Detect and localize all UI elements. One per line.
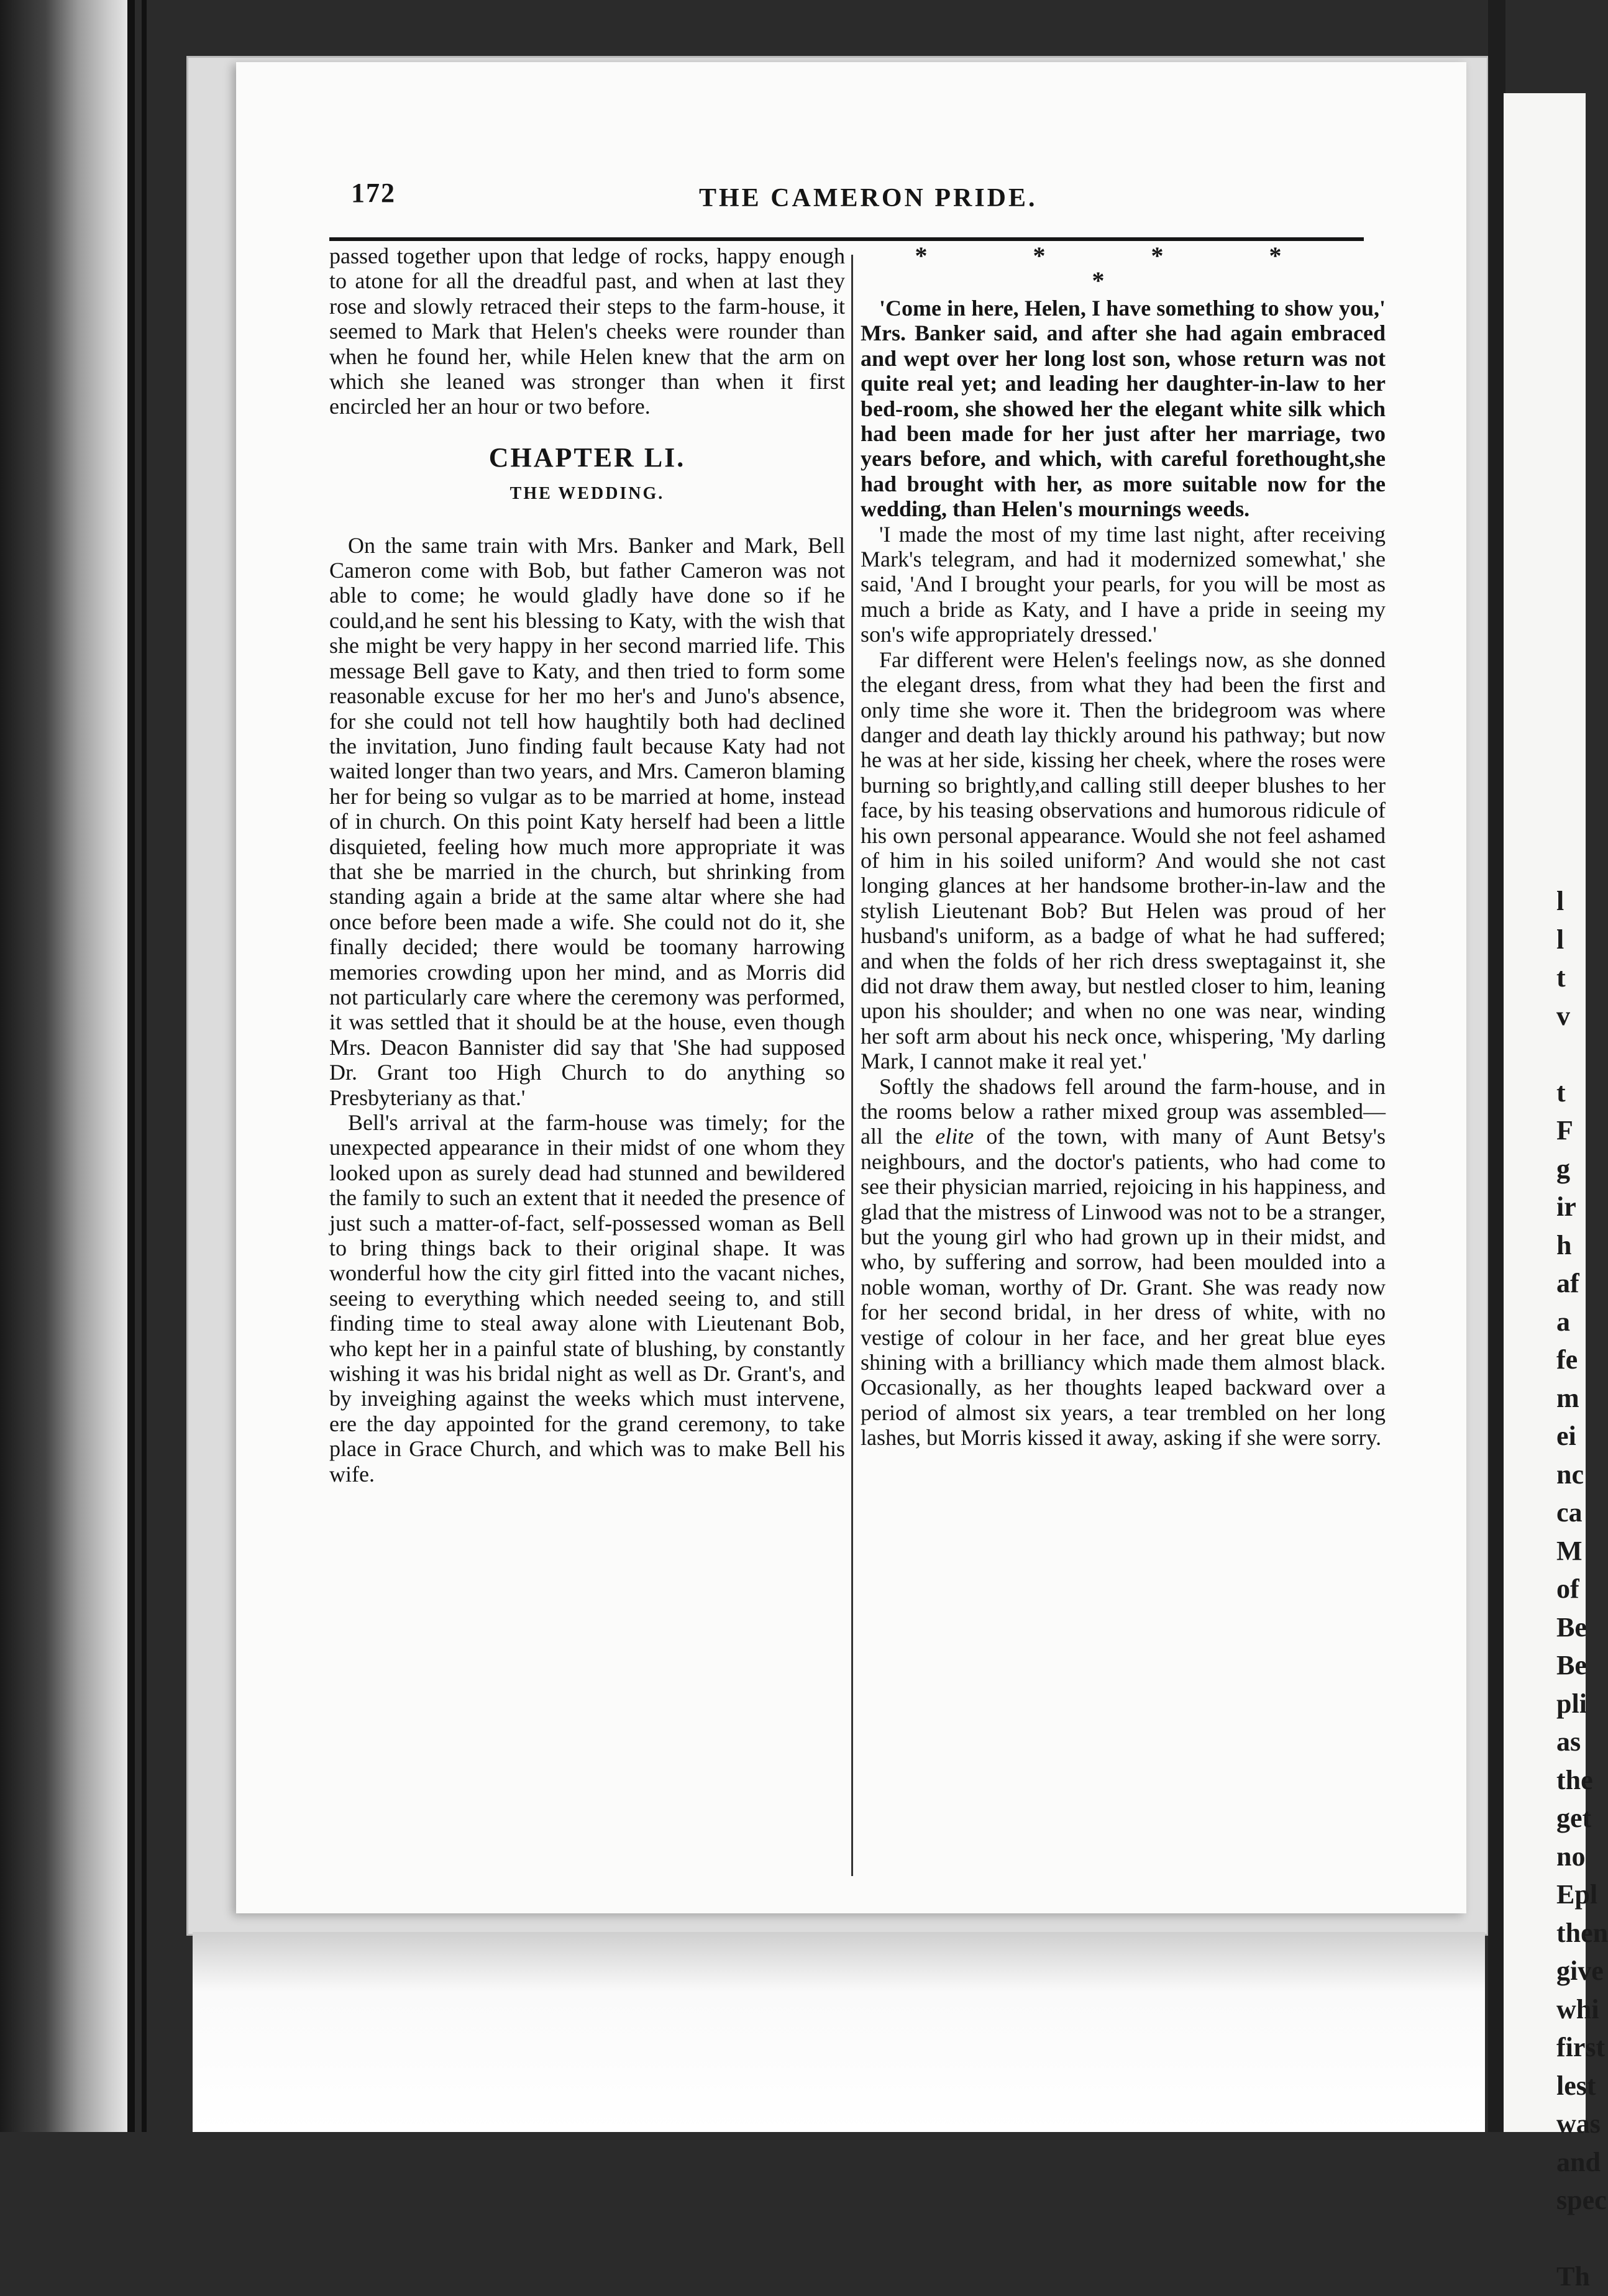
edge-fragment: t	[1556, 1077, 1566, 1108]
edge-fragment: lest	[1556, 2070, 1596, 2101]
edge-fragment: ca	[1556, 1497, 1583, 1528]
edge-fragment: the	[1556, 1764, 1593, 1795]
edge-fragment: M	[1556, 1535, 1583, 1566]
spine-line	[127, 0, 135, 2132]
edge-fragment: t	[1556, 962, 1566, 993]
page-number: 172	[351, 178, 396, 208]
italic-word: elite	[935, 1124, 974, 1149]
left-column	[329, 244, 845, 1487]
edge-fragment: F	[1556, 1115, 1573, 1146]
paragraph: 'I made the most of my time last night, after receiving Mark's telegram, and had it modernized somewhat,' she said, 'And I brought your pearls, for you will be most as much a bride as Katy, and I have a pride in seeing my son's wife appropriately dressed.'	[861, 521, 1386, 647]
edge-fragment: get	[1556, 1803, 1592, 1833]
edge-fragment: Be	[1556, 1611, 1587, 1642]
edge-fragment: a	[1556, 1306, 1570, 1337]
edge-fragment: v	[1556, 1000, 1570, 1031]
right-column	[861, 244, 1386, 1451]
text-run: Softly the shadows fell around the farm-house, and in the rooms below a rather mixed group was assembled—all the	[861, 1073, 1386, 1149]
chapter-subtitle: THE WEDDING.	[509, 484, 665, 504]
spine-line	[142, 0, 147, 2132]
paragraph: Far different were Helen's feelings now, as she donned the elegant dress, from what they had been the first and only time she wore it. Then the bridegroom was where danger and death lay thickly around his pathway; but now he was at her side, kissing her cheek, where the roses were burning so brightly,and calling still deeper blushes to her face, by his teasing observations and humorous ridicule of his own personal appearance. Would she not feel ashamed of him in his soiled uniform? And would she not cast longing glances at her handsome brother-in-law and the stylish Lieutenant Bob? But Helen was proud of her husband's uniform, as a badge of what he had suffered; and when the folds of her rich dress sweptagainst it, she did not draw them away, but nestled closer to him, leaning upon his shoulder; and when no one was near, winding her soft arm about his neck once, whispering, 'My darling Mark, I cannot make it real yet.'	[861, 647, 1386, 1074]
paragraph: Bell's arrival at the farm-house was timely; for the unexpected appearance in their midst of one whom they looked upon as surely dead had stunned and bewildered the family to such an extent that it needed the presence of just such a matter-of-fact, self-possessed woman as Bell to bring things back to their original shape. It was wonderful how the city girl fitted into the vacant niches, seeing to everything which needed seeing to, and still finding time to steal away alone with Lieutenant Bob, who kept her in a painful state of blushing, by constantly wishing it was his bridal night as well as Dr. Grant's, and by inveighing against the weeks which must intervene, ere the day appointed for the grand ceremony, to take place in Grace Church, and which was to make Bell his wife.	[329, 1110, 845, 1487]
edge-fragment: as	[1556, 1726, 1581, 1757]
book-spine-shadow	[0, 0, 130, 2132]
adjacent-page-edge-text	[1556, 882, 1608, 2296]
edge-fragment: m	[1556, 1382, 1579, 1413]
edge-fragment: Epl	[1556, 1879, 1598, 1910]
edge-fragment: Th	[1556, 2261, 1590, 2292]
edge-fragment: of	[1556, 1574, 1579, 1604]
edge-fragment: nc	[1556, 1459, 1584, 1490]
edge-fragment: then	[1556, 1917, 1608, 1948]
running-title: THE CAMERON PRIDE.	[699, 184, 1038, 212]
edge-fragment: and	[1556, 2146, 1601, 2177]
edge-fragment: g	[1556, 1153, 1570, 1184]
paragraph	[861, 1074, 1386, 1451]
page-bottom-margin	[193, 1932, 1485, 2132]
paragraph: 'Come in here, Helen, I have something to show you,' Mrs. Banker said, and after she had again embraced and wept over her long lost son, whose return was not quite real yet; and leading her daughter-in-law to her bed-room, she showed her the elegant white silk which had been made for her just after her marriage, two years before, and which, with careful forethought,she had brought with her, as more suitable now for the wedding, than Helen's mournings weeds.	[861, 296, 1386, 522]
edge-fragment: h	[1556, 1229, 1572, 1260]
edge-fragment	[1556, 1035, 1594, 1073]
edge-fragment: af	[1556, 1268, 1579, 1298]
edge-fragment: no	[1556, 1841, 1586, 1872]
paragraph: On the same train with Mrs. Banker and Mark, Bell Cameron come with Bob, but father Cameron was not able to come; he would gladly have done so if he could,and he sent his blessing to Katy, with the wish that she might be very happy in her second married life. This message Bell gave to Katy, and then tried to form some reasonable excuse for her mo her's and Juno's absence, for she could not tell how haughtily both had declined the invitation, Juno finding fault because Katy had not waited longer than two years, and Mrs. Cameron blaming her for being so vulgar as to be married at home, instead of in church. On this point Katy herself had been a little disquieted, feeling how much more appropriate it was that she be married in the church, but shrinking from standing again a bride at the same altar where she had once before been made a wife. She could not do it, she finally decided; there would be toomany harrowing memories crowding upon her mind, and as Morris did not particularly care where the ceremony was performed, it was settled that it should be at the house, even though Mrs. Deacon Bannister did say that 'She had supposed Dr. Grant too High Church to do anything so Presbyteriany as that.'	[329, 532, 845, 1110]
edge-fragment: first	[1556, 2032, 1606, 2062]
edge-fragment: l	[1556, 886, 1565, 916]
gutter-shadow	[1488, 0, 1505, 2132]
edge-fragment: spec	[1556, 2185, 1607, 2215]
section-break: * * * * *	[915, 242, 1332, 294]
edge-fragment: pli	[1556, 1688, 1587, 1719]
edge-fragment: was	[1556, 2108, 1601, 2139]
column-rule	[851, 255, 853, 1876]
chapter-heading: CHAPTER LI.	[488, 442, 686, 473]
edge-fragment: give	[1556, 1956, 1604, 1986]
edge-fragment: l	[1556, 924, 1565, 955]
page-header	[351, 177, 1370, 221]
edge-fragment: ei	[1556, 1421, 1576, 1451]
continuation-paragraph: passed together upon that ledge of rocks, happy enough to atone for all the dreadful past, and when at last they rose and slowly retraced their steps to the farm-house, it seemed to Mark that Helen's cheeks were rounder than when he found her, while Helen knew that the arm on which she leaned was stronger than when it first encircled her an hour or two before.	[329, 244, 845, 419]
edge-fragment: ir	[1556, 1191, 1576, 1222]
text-run: of the town, with many of Aunt Betsy's neighbours, and the doctor's patients, who had come to see their physician married, rejoicing in his happiness, and glad that the mistress of Linwood was not to be a stranger, but the young girl who had grown up in their midst, and who, by suffering and sorrow, had been moulded into a noble woman, worthy of Dr. Grant. She was ready now for her second bridal, in her dress of white, with no vestige of colour in her face, and her great blue eyes shining with a brilliancy which made them almost black. Occasionally, as her thoughts leaped backward over a period of almost six years, a tear trembled on her long lashes, but Morris kissed it away, asking if she were sorry.	[861, 1124, 1386, 1451]
header-rule	[329, 237, 1364, 241]
edge-fragment: fe	[1556, 1344, 1578, 1375]
edge-fragment: whi	[1556, 1993, 1599, 2025]
edge-fragment	[1556, 2220, 1594, 2258]
edge-fragment: Be	[1556, 1650, 1587, 1680]
